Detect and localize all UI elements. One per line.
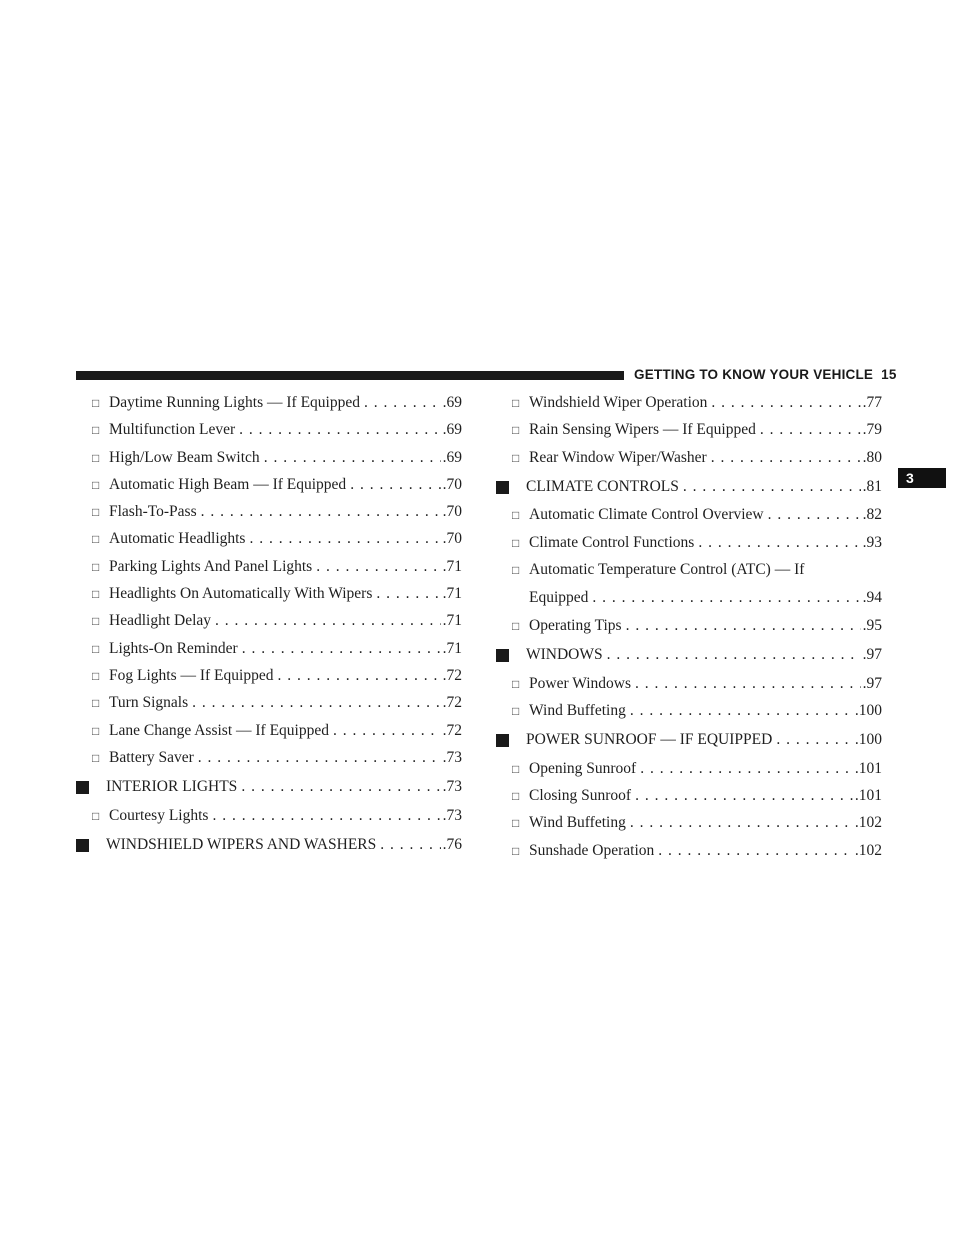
toc-entry-title: Power Windows <box>529 674 631 692</box>
bullet-box-icon: □ <box>512 450 520 465</box>
dot-leader <box>776 725 853 756</box>
dot-leader <box>333 718 441 744</box>
bullet-box-icon: □ <box>92 614 100 629</box>
bullet-box-icon: □ <box>512 789 520 804</box>
dot-leader <box>264 445 441 471</box>
bullet-box-icon: □ <box>92 450 100 465</box>
bullet-box-icon: □ <box>92 641 100 656</box>
bullet-square-icon <box>76 781 89 794</box>
toc-entry[interactable] <box>496 390 882 417</box>
dot-leader <box>768 502 861 528</box>
dot-leader <box>215 608 441 634</box>
dot-leader <box>626 613 861 639</box>
toc-entry-title: Automatic Climate Control Overview <box>529 506 764 524</box>
toc-entry-title: INTERIOR LIGHTS <box>106 778 238 796</box>
toc-entry-page: .100 <box>854 702 882 720</box>
dot-leader <box>350 472 440 498</box>
toc-entry-title: Rear Window Wiper/Washer <box>529 448 707 466</box>
bullet-box-icon: □ <box>92 477 100 492</box>
toc-entry-page: .73 <box>442 806 462 824</box>
dot-leader <box>607 640 861 671</box>
toc-entry-page: .101 <box>854 759 882 777</box>
dot-leader <box>711 390 860 416</box>
toc-entry[interactable] <box>76 526 462 553</box>
toc-entry[interactable] <box>496 725 882 756</box>
toc-entry-page: .82 <box>862 506 882 524</box>
bullet-square-icon <box>496 649 509 662</box>
toc-entry-title: Automatic Headlights <box>109 530 246 548</box>
header-rule <box>76 371 624 380</box>
dot-leader <box>640 756 853 782</box>
bullet-box-icon: □ <box>512 508 520 523</box>
toc-entry[interactable] <box>76 608 462 635</box>
toc-left-column <box>76 390 462 860</box>
toc-entry-page: .69 <box>442 421 462 439</box>
toc-entry-title: Sunshade Operation <box>529 841 655 859</box>
toc-entry-title: Wind Buffeting <box>529 702 626 720</box>
page-number: 15 <box>881 367 897 382</box>
toc-entry-title: WINDOWS <box>526 646 603 664</box>
toc-entry-title: Wind Buffeting <box>529 814 626 832</box>
toc-entry[interactable] <box>496 783 882 810</box>
toc-entry-title: Multifunction Lever <box>109 421 236 439</box>
bullet-box-icon: □ <box>512 704 520 719</box>
toc-entry[interactable] <box>496 613 882 640</box>
toc-entry-title: POWER SUNROOF — IF EQUIPPED <box>526 731 773 749</box>
bullet-box-icon: □ <box>92 559 100 574</box>
bullet-box-icon: □ <box>92 532 100 547</box>
dot-leader <box>635 783 853 809</box>
toc-entry-title: Parking Lights And Panel Lights <box>109 557 313 575</box>
dot-leader <box>635 671 861 697</box>
toc-entry-title: Courtesy Lights <box>109 806 209 824</box>
toc-entry-page: .69 <box>442 448 462 466</box>
toc-entry-title: Operating Tips <box>529 616 622 634</box>
dot-leader <box>592 585 860 611</box>
toc-entry-page: .94 <box>862 588 882 606</box>
toc-entry-page: .70 <box>442 503 462 521</box>
toc-entry[interactable] <box>76 581 462 608</box>
toc-entry-continuation <box>529 585 882 611</box>
toc-entry-page: .97 <box>862 646 882 664</box>
toc-entry[interactable] <box>496 417 882 444</box>
toc-entry-title: Flash-To-Pass <box>109 503 197 521</box>
bullet-square-icon <box>496 481 509 494</box>
toc-entry[interactable] <box>496 756 882 783</box>
bullet-box-icon: □ <box>512 676 520 691</box>
bullet-box-icon: □ <box>92 668 100 683</box>
bullet-box-icon: □ <box>92 723 100 738</box>
bullet-box-icon: □ <box>512 562 520 577</box>
toc-entry-title: Daytime Running Lights — If Equipped <box>109 394 360 411</box>
toc-entry[interactable] <box>76 772 462 803</box>
dot-leader <box>212 803 440 829</box>
toc-entry-page: .102 <box>854 814 882 832</box>
toc-entry-page: .97 <box>862 674 882 692</box>
toc-entry-title: Lights-On Reminder <box>109 639 238 657</box>
bullet-box-icon: □ <box>512 535 520 550</box>
toc-entry-page: .69 <box>442 394 462 411</box>
bullet-box-icon: □ <box>92 396 100 410</box>
dot-leader <box>249 526 440 552</box>
toc-entry[interactable] <box>496 838 882 865</box>
toc-entry-page: .71 <box>442 612 462 630</box>
toc-entry-page: .72 <box>442 721 462 739</box>
dot-leader <box>380 830 440 861</box>
toc-entry-page: .95 <box>862 616 882 634</box>
dot-leader <box>630 810 853 836</box>
dot-leader <box>683 472 861 503</box>
dot-leader <box>201 499 441 525</box>
toc-entry-title: Headlights On Automatically With Wipers <box>109 585 373 603</box>
dot-leader <box>698 530 860 556</box>
toc-entry[interactable] <box>76 718 462 745</box>
toc-entry-page: .71 <box>442 557 462 575</box>
toc-entry-title: Windshield Wiper Operation <box>529 394 708 411</box>
toc-entry-title: Closing Sunroof <box>529 787 632 805</box>
toc-entry-page: .71 <box>442 639 462 657</box>
toc-entry-page: .70 <box>442 530 462 548</box>
toc-entry[interactable] <box>496 472 882 503</box>
toc-entry-title: CLIMATE CONTROLS <box>526 477 679 495</box>
toc-entry-title: Battery Saver <box>109 748 194 766</box>
toc-entry[interactable] <box>76 803 462 830</box>
toc-entry-title: Opening Sunroof <box>529 759 637 777</box>
toc-entry-page: .101 <box>854 787 882 805</box>
toc-entry-page: .93 <box>862 533 882 551</box>
dot-leader <box>711 445 861 471</box>
bullet-box-icon: □ <box>512 816 520 831</box>
chapter-tab[interactable]: 3 <box>898 468 946 488</box>
toc-entry-title: Headlight Delay <box>109 612 212 630</box>
toc-entry-title: Lane Change Assist — If Equipped <box>109 721 329 739</box>
bullet-square-icon <box>496 734 509 747</box>
toc-entry-page: .73 <box>442 778 462 796</box>
dot-leader <box>364 390 441 416</box>
toc-entry-page: .100 <box>854 731 882 749</box>
dot-leader <box>198 745 441 771</box>
toc-entry-title: High/Low Beam Switch <box>109 448 260 466</box>
toc-entry[interactable] <box>496 810 882 837</box>
section-title: GETTING TO KNOW YOUR VEHICLE <box>634 367 874 382</box>
bullet-box-icon: □ <box>92 423 100 438</box>
dot-leader <box>376 581 440 607</box>
toc-entry[interactable] <box>496 698 882 725</box>
toc-entry-page: .76 <box>442 835 462 853</box>
toc-entry-page: .81 <box>862 477 882 495</box>
toc-entry[interactable] <box>76 745 462 772</box>
toc-entry-page: .80 <box>862 448 882 466</box>
bullet-box-icon: □ <box>92 505 100 520</box>
toc-entry-page: .70 <box>442 475 462 493</box>
toc-entry[interactable] <box>76 417 462 444</box>
toc-entry[interactable] <box>76 830 462 861</box>
dot-leader <box>277 663 440 689</box>
dot-leader <box>192 690 441 716</box>
toc-entry[interactable] <box>76 445 462 472</box>
toc-entry-title: Automatic High Beam — If Equipped <box>109 475 347 493</box>
bullet-box-icon: □ <box>92 750 100 765</box>
dot-leader <box>239 417 441 443</box>
toc-right-column <box>496 390 882 865</box>
toc-entry-page: .102 <box>854 841 882 859</box>
toc-entry[interactable] <box>76 663 462 690</box>
toc-entry[interactable] <box>76 499 462 526</box>
toc-entry[interactable] <box>496 557 882 613</box>
toc-entry-title: Automatic Temperature Control (ATC) — If <box>529 560 805 578</box>
toc-entry-title: Rain Sensing Wipers — If Equipped <box>529 421 756 439</box>
bullet-box-icon: □ <box>92 696 100 711</box>
dot-leader <box>242 636 441 662</box>
toc-entry[interactable] <box>76 472 462 499</box>
bullet-box-icon: □ <box>512 761 520 776</box>
bullet-box-icon: □ <box>512 843 520 858</box>
bullet-box-icon: □ <box>512 423 520 438</box>
toc-entry-title: Fog Lights — If Equipped <box>109 666 274 684</box>
dot-leader <box>241 772 440 803</box>
toc-entry[interactable] <box>496 502 882 529</box>
dot-leader <box>760 417 861 443</box>
running-header <box>634 367 897 382</box>
toc-entry-title-continued: Equipped <box>529 588 589 606</box>
bullet-box-icon: □ <box>512 396 520 410</box>
toc-entry-page: .72 <box>442 694 462 712</box>
toc-entry-title: Turn Signals <box>109 694 189 712</box>
toc-entry[interactable] <box>496 530 882 557</box>
toc-entry[interactable] <box>496 640 882 671</box>
toc-entry-title: Climate Control Functions <box>529 533 695 551</box>
toc-entry[interactable] <box>76 636 462 663</box>
toc-entry[interactable] <box>496 445 882 472</box>
toc-entry[interactable] <box>76 390 462 417</box>
toc-entry-page: .77 <box>862 394 882 411</box>
dot-leader <box>630 698 853 724</box>
toc-entry-title: WINDSHIELD WIPERS AND WASHERS <box>106 835 377 853</box>
toc-entry-page: .79 <box>862 421 882 439</box>
bullet-box-icon: □ <box>92 587 100 602</box>
toc-entry[interactable] <box>76 554 462 581</box>
toc-entry-page: .72 <box>442 666 462 684</box>
bullet-box-icon: □ <box>92 808 100 823</box>
toc-entry[interactable] <box>496 671 882 698</box>
toc-entry[interactable] <box>76 690 462 717</box>
dot-leader <box>658 838 853 864</box>
bullet-box-icon: □ <box>512 618 520 633</box>
dot-leader <box>316 554 440 580</box>
bullet-square-icon <box>76 839 89 852</box>
toc-entry-page: .71 <box>442 585 462 603</box>
toc-entry-page: .73 <box>442 748 462 766</box>
